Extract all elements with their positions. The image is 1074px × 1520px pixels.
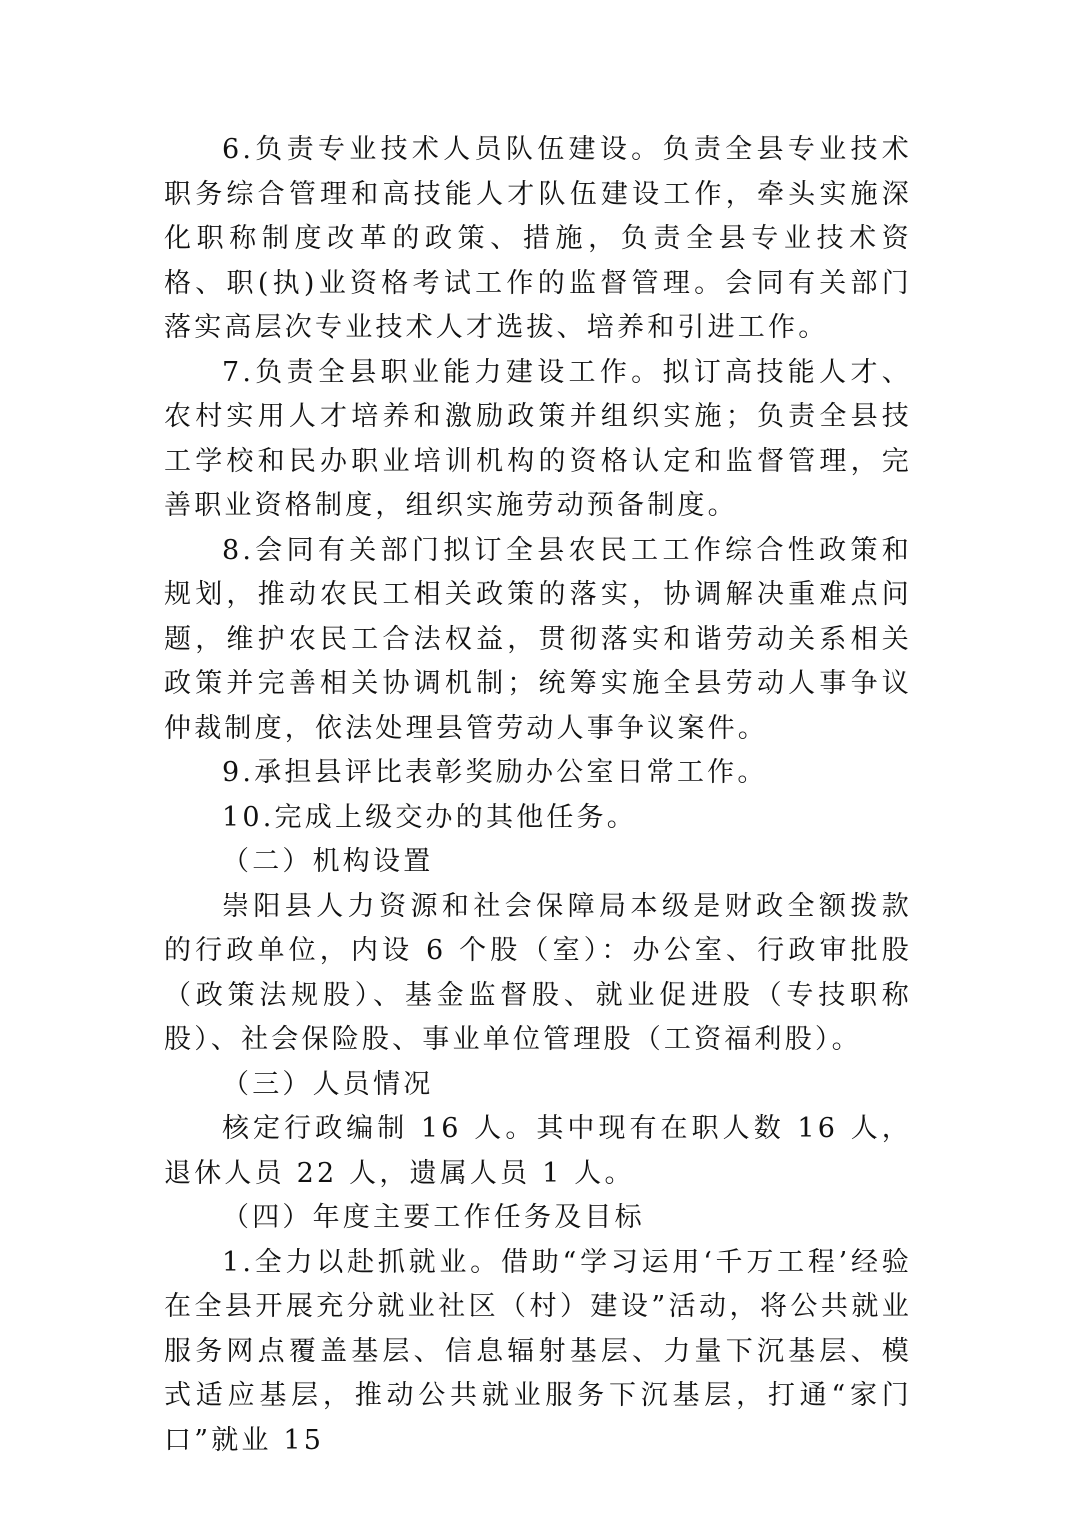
paragraph-item-7: 7.负责全县职业能力建设工作。拟订高技能人才、农村实用人才培养和激励政策并组织实施；负责全县技工学校和民办职业培训机构的资格认定和监督管理，完善职业资格制度，组织实施劳动预备制度。	[164, 356, 912, 521]
paragraph-item-6: 6.负责专业技术人员队伍建设。负责全县专业技术职务综合管理和高技能人才队伍建设工作，牵头实施深化职称制度改革的政策、措施，负责全县专业技术资格、职(执)业资格考试工作的监督管理。会同有关部门落实高层次专业技术人才选拔、培养和引进工作。	[164, 134, 912, 343]
paragraph-staff: 核定行政编制 16 人。其中现有在职人数 16 人，退休人员 22 人，遗属人员 1 人。	[164, 1113, 912, 1189]
paragraph-task-1: 1.全力以赴抓就业。借助“学习运用‘千万工程’经验在全县开展充分就业社区（村）建设”活动，将公共就业服务网点覆盖基层、信息辐射基层、力量下沉基层、模式适应基层，推动公共就业服务下沉基层，打通“家门口”就业 15	[164, 1246, 912, 1456]
paragraph-item-9: 9.承担县评比表彰奖励办公室日常工作。	[222, 757, 768, 788]
section-heading-staff: （三）人员情况	[222, 1068, 434, 1100]
paragraph-organization: 崇阳县人力资源和社会保障局本级是财政全额拨款的行政单位，内设 6 个股（室）：办公室、行政审批股（政策法规股）、基金监督股、就业促进股（专技职称股）、社会保险股、事业单位管理股（工资福利股）。	[164, 890, 912, 1055]
paragraph-item-10: 10.完成上级交办的其他任务。	[222, 801, 637, 833]
paragraph-item-8: 8.会同有关部门拟订全县农民工工作综合性政策和规划，推动农民工相关政策的落实，协调解决重难点问题，维护农民工合法权益，贯彻落实和谐劳动关系相关政策并完善相关协调机制；统筹实施全县劳动人事争议仲裁制度，依法处理县管劳动人事争议案件。	[164, 534, 912, 744]
section-heading-annual-tasks: （四）年度主要工作任务及目标	[222, 1202, 645, 1233]
section-heading-organization: （二）机构设置	[222, 846, 434, 877]
document-page	[164, 128, 912, 1463]
